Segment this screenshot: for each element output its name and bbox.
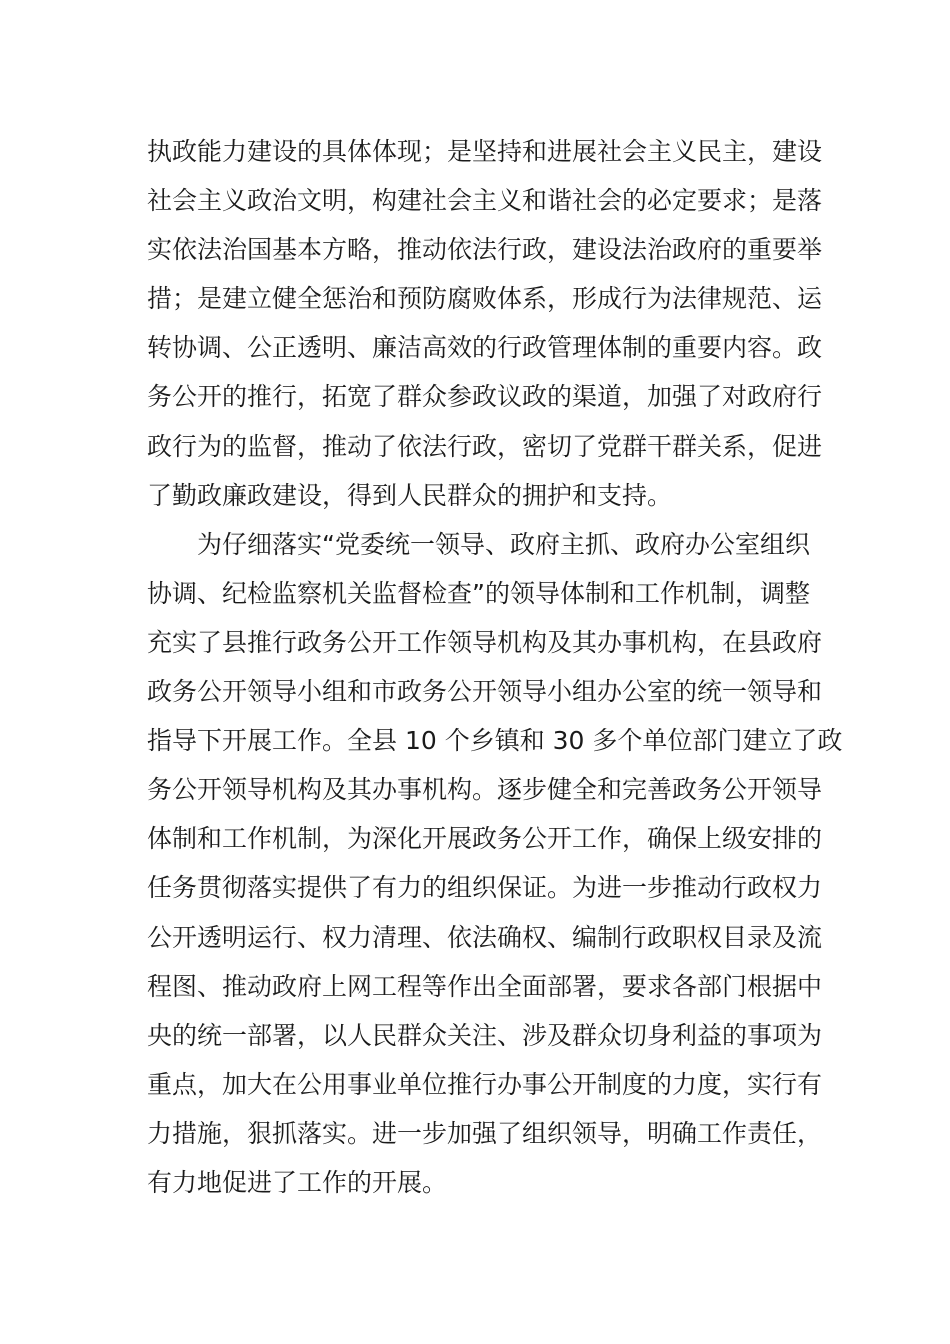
paragraph-line: 措；是建立健全惩治和预防腐败体系，形成行为法律规范、运 [147, 284, 823, 314]
paragraph-line: 政行为的监督，推动了依法行政，密切了党群干群关系，促进 [147, 431, 823, 461]
paragraph-line: 有力地促进了工作的开展。 [147, 1167, 448, 1197]
paragraph-line: 务公开的推行，拓宽了群众参政议政的渠道，加强了对政府行 [147, 382, 823, 412]
paragraph-line: 体制和工作机制，为深化开展政务公开工作，确保上级安排的 [147, 824, 823, 854]
paragraph-line: 公开透明运行、权力清理、依法确权、编制行政职权目录及流 [147, 922, 823, 952]
paragraph-1 [147, 127, 823, 520]
paragraph-line: 转协调、公正透明、廉洁高效的行政管理体制的重要内容。政 [147, 333, 823, 363]
paragraph-line: 协调、纪检监察机关监督检查”的领导体制和工作机制，调整 [147, 578, 810, 608]
paragraph-line: 重点，加大在公用事业单位推行办事公开制度的力度，实行有 [147, 1069, 823, 1099]
paragraph-2 [147, 520, 843, 1207]
paragraph-line: 程图、推动政府上网工程等作出全面部署，要求各部门根据中 [147, 971, 823, 1001]
paragraph-line: 充实了县推行政务公开工作领导机构及其办事机构，在县政府 [147, 627, 823, 657]
paragraph-line: 指导下开展工作。全县 10 个乡镇和 30 多个单位部门建立了政 [147, 726, 843, 756]
paragraph-line: 任务贯彻落实提供了有力的组织保证。为进一步推动行政权力 [147, 873, 823, 903]
paragraph-line: 政务公开领导小组和市政务公开领导小组办公室的统一领导和 [147, 677, 823, 707]
paragraph-line: 为仔细落实“党委统一领导、政府主抓、政府办公室组织 [197, 529, 810, 559]
paragraph-line: 务公开领导机构及其办事机构。逐步健全和完善政务公开领导 [147, 775, 823, 805]
paragraph-line: 力措施，狠抓落实。进一步加强了组织领导，明确工作责任， [147, 1118, 823, 1148]
paragraph-line: 社会主义政治文明，构建社会主义和谐社会的必定要求；是落 [147, 186, 823, 216]
paragraph-line: 实依法治国基本方略，推动依法行政，建设法治政府的重要举 [147, 235, 823, 265]
paragraph-line: 央的统一部署，以人民群众关注、涉及群众切身利益的事项为 [147, 1020, 823, 1050]
paragraph-line: 执政能力建设的具体体现；是坚持和进展社会主义民主，建设 [147, 137, 823, 166]
paragraph-line: 了勤政廉政建设，得到人民群众的拥护和支持。 [147, 480, 673, 510]
document-body [147, 127, 843, 1207]
